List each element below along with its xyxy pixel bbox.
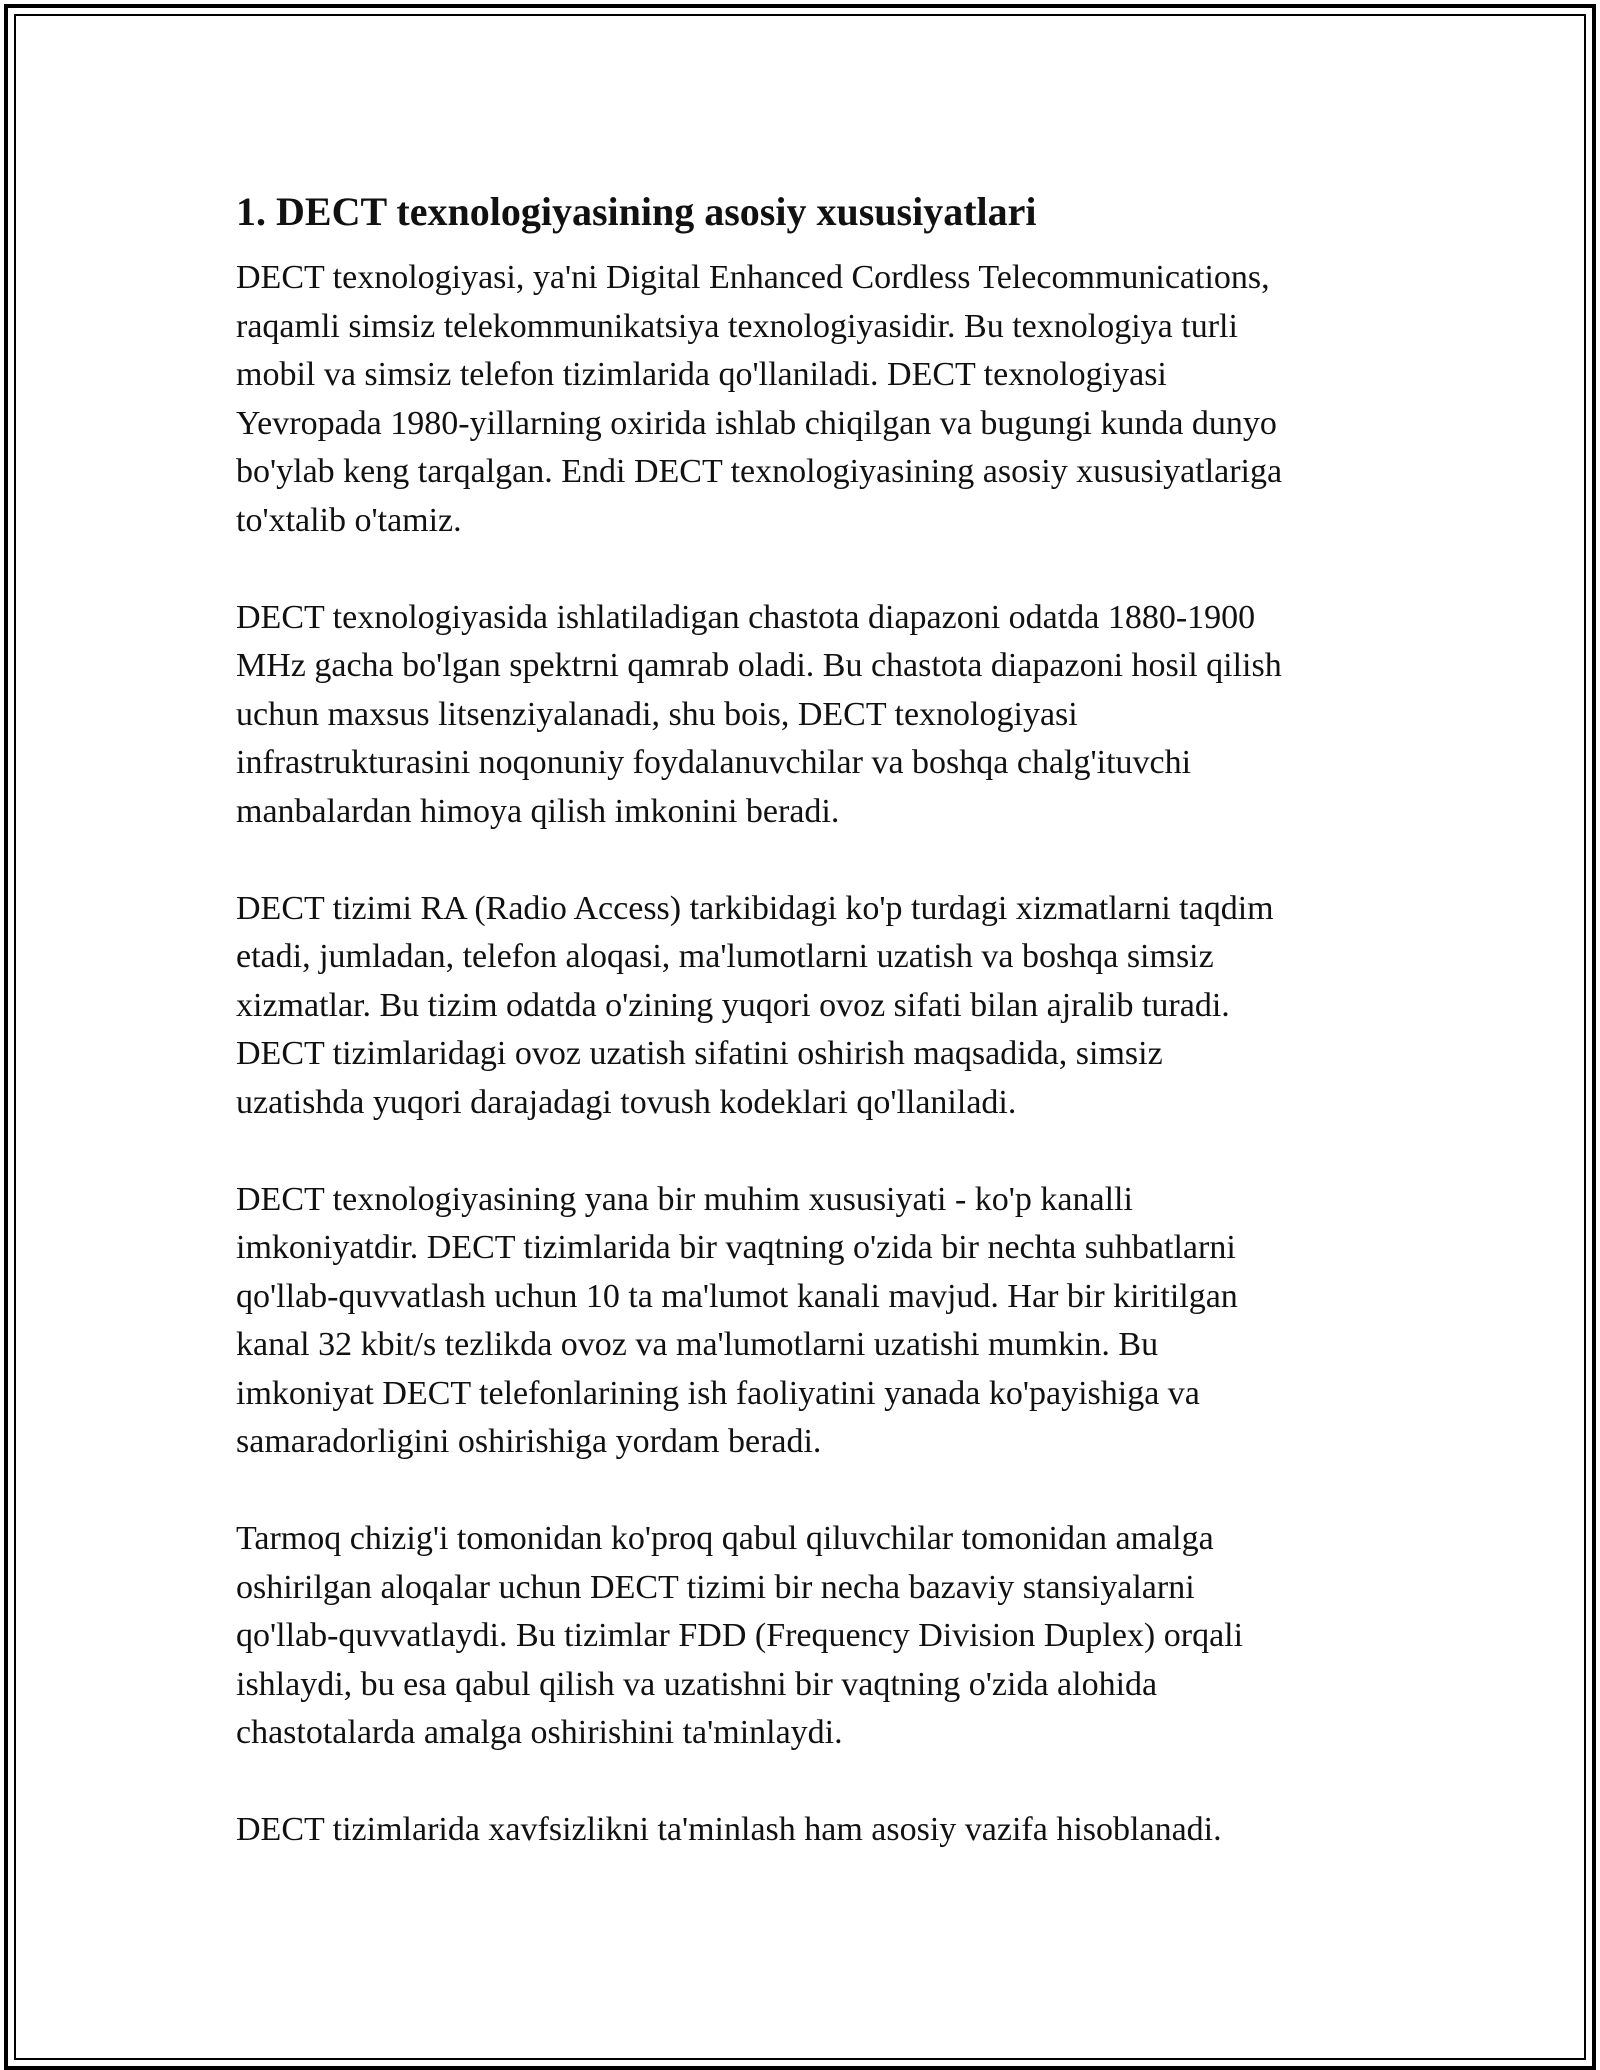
- paragraph-line: DECT tizimlarida xavfsizlikni ta'minlash ham asosiy vazifa hisoblanadi.: [236, 1811, 1222, 1848]
- paragraph-line: imkoniyat DECT telefonlarining ish faoliyatini yanada ko'payishiga va: [236, 1374, 1200, 1412]
- paragraph-line: imkoniyatdir. DECT tizimlarida bir vaqtning o'zida bir nechta suhbatlarni: [236, 1229, 1236, 1266]
- paragraph-line: Tarmoq chizig'i tomonidan ko'proq qabul qiluvchilar tomonidan amalga: [236, 1520, 1214, 1557]
- paragraph-line: DECT tizimlaridagi ovoz uzatish sifatini oshirish maqsadida, simsiz: [236, 1035, 1163, 1072]
- paragraph-line: DECT texnologiyasida ishlatiladigan chastota diapazoni odatda 1880-1900: [236, 598, 1256, 636]
- paragraph-line: DECT texnologiyasining yana bir muhim xususiyati - ko'p kanalli: [236, 1180, 1133, 1218]
- paragraph-3: [236, 885, 1386, 1128]
- paragraph-line: samaradorligini oshirishiga yordam beradi.: [236, 1423, 822, 1460]
- paragraph-line: to'xtalib o'tamiz.: [236, 501, 462, 539]
- paragraph-line: kanal 32 kbit/s tezlikda ovoz va ma'lumotlarni uzatishi mumkin. Bu: [236, 1326, 1159, 1363]
- paragraph-line: uzatishda yuqori darajadagi tovush kodeklari qo'llaniladi.: [236, 1083, 1017, 1121]
- paragraph-2: [236, 594, 1386, 837]
- paragraph-line: qo'llab-quvvatlaydi. Bu tizimlar FDD (Frequency Division Duplex) orqali: [236, 1617, 1244, 1654]
- paragraph-4: [236, 1176, 1386, 1467]
- paragraph-5: [236, 1515, 1386, 1758]
- paragraph-line: DECT tizimi RA (Radio Access) tarkibidagi ko'p turdagi xizmatlarni taqdim: [236, 889, 1274, 927]
- paragraph-line: xizmatlar. Bu tizim odatda o'zining yuqori ovoz sifati bilan ajralib turadi.: [236, 986, 1230, 1024]
- paragraph-line: manbalardan himoya qilish imkonini beradi.: [236, 792, 840, 830]
- paragraph-line: ishlaydi, bu esa qabul qilish va uzatishni bir vaqtning o'zida alohida: [236, 1665, 1158, 1703]
- paragraph-line: MHz gacha bo'lgan spektrni qamrab oladi. Bu chastota diapazoni hosil qilish: [236, 647, 1282, 684]
- document-body: [236, 184, 1386, 1903]
- paragraph-line: raqamli simsiz telekommunikatsiya texnologiyasidir. Bu texnologiya turli: [236, 307, 1238, 345]
- paragraph-line: infrastrukturasini noqonuniy foydalanuvchilar va boshqa chalg'ituvchi: [236, 744, 1192, 781]
- paragraph-1: [236, 254, 1386, 545]
- paragraph-line: qo'llab-quvvatlash uchun 10 ta ma'lumot kanali mavjud. Har bir kiritilgan: [236, 1277, 1238, 1315]
- paragraph-line: DECT texnologiyasi, ya'ni Digital Enhanced Cordless Telecommunications,: [236, 259, 1270, 296]
- paragraph-line: oshirilgan aloqalar uchun DECT tizimi bir necha bazaviy stansiyalarni: [236, 1568, 1195, 1606]
- paragraph-line: bo'ylab keng tarqalgan. Endi DECT texnologiyasining asosiy xususiyatlariga: [236, 453, 1283, 490]
- paragraph-line: chastotalarda amalga oshirishini ta'minlaydi.: [236, 1714, 843, 1751]
- paragraph-line: uchun maxsus litsenziyalanadi, shu bois, DECT texnologiyasi: [236, 695, 1078, 733]
- paragraph-6: [236, 1806, 1386, 1855]
- paragraph-line: Yevropada 1980-yillarning oxirida ishlab chiqilgan va bugungi kunda dunyo: [236, 404, 1277, 442]
- paragraph-line: etadi, jumladan, telefon aloqasi, ma'lumotlarni uzatish va boshqa simsiz: [236, 938, 1214, 975]
- section-heading: 1. DECT texnologiyasining asosiy xususiyatlari: [236, 189, 1037, 234]
- paragraph-line: mobil va simsiz telefon tizimlarida qo'llaniladi. DECT texnologiyasi: [236, 356, 1167, 393]
